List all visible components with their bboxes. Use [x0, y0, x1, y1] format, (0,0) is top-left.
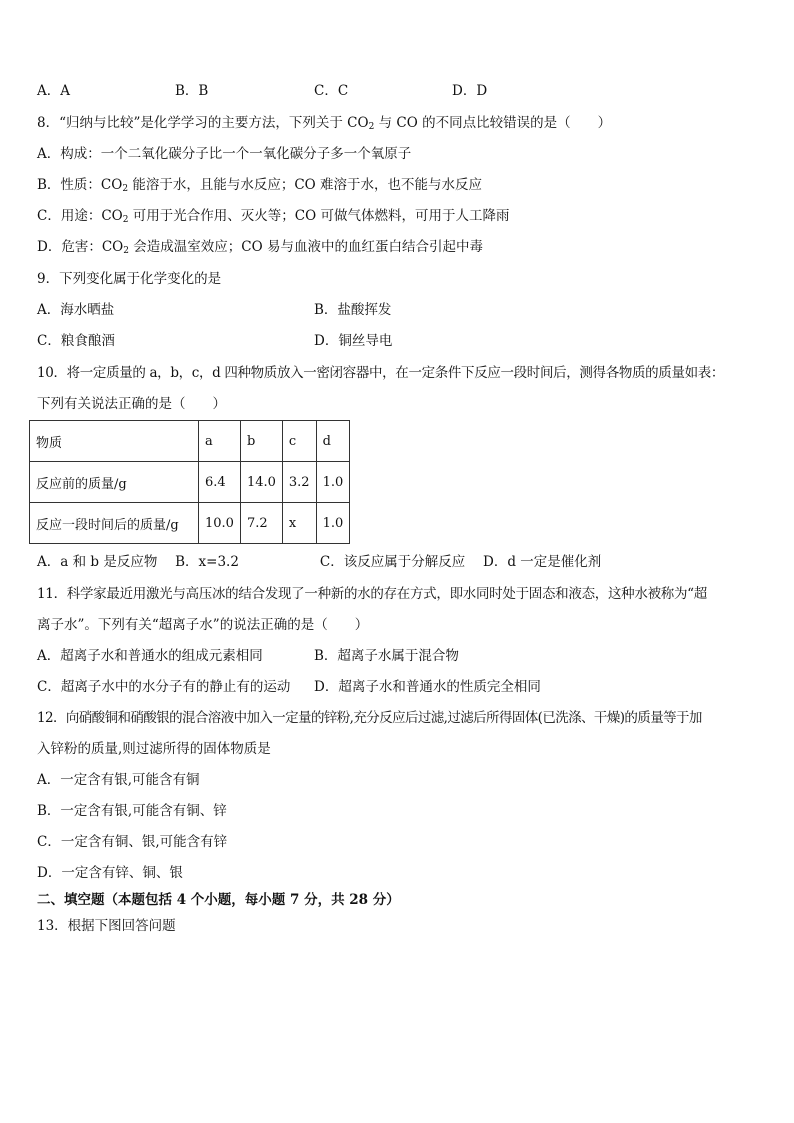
q9-option-a: A．海水晒盐 — [37, 302, 115, 318]
q8-option-c — [37, 207, 509, 229]
q10-mass-table — [29, 420, 350, 544]
q8-option-d-text: D．危害：CO — [37, 239, 124, 255]
section-heading-fill-in: 二、填空题（本题包括 4 个小题，每小题 7 分，共 28 分） — [37, 892, 400, 908]
table-cell: 10.0 — [199, 503, 241, 544]
table-cell: 1.0 — [316, 462, 350, 503]
q13-stem: 13．根据下图回答问题 — [37, 918, 176, 934]
table-row — [30, 462, 350, 503]
q8-stem-text-end: 与 CO 的不同点比较错误的是（ ） — [374, 115, 612, 131]
q10-stem-line1: 10．将一定质量的 a，b，c，d 四种物质放入一密闭容器中，在一定条件下反应一段时间后，测得各物质的质量如表： — [37, 365, 725, 381]
q11-option-b: B．超离子水属于混合物 — [314, 648, 459, 664]
q12-option-b: B．一定含有银,可能含有铜、锌 — [37, 803, 227, 819]
table-row — [30, 503, 350, 544]
table-header-row — [30, 421, 350, 462]
q8-option-d-subscript: 2 — [123, 246, 129, 256]
table-header-cell: b — [240, 421, 282, 462]
q7-option-d: D．D — [452, 83, 488, 99]
table-cell: 1.0 — [316, 503, 350, 544]
q7-option-b: B．B — [175, 83, 209, 99]
q8-option-a: A．构成：一个二氧化碳分子比一个一氧化碳分子多一个氧原子 — [37, 146, 412, 162]
q9-option-d: D．铜丝导电 — [314, 333, 393, 349]
q8-option-b — [37, 176, 482, 198]
q12-option-d: D．一定含有锌、铜、银 — [37, 865, 183, 881]
table-cell: 7.2 — [240, 503, 282, 544]
q11-option-d: D．超离子水和普通水的性质完全相同 — [314, 679, 541, 695]
q10-stem-line2: 下列有关说法正确的是（ ） — [37, 396, 226, 412]
q8-stem-text: 8．“归纳与比较”是化学学习的主要方法，下列关于 CO — [37, 115, 369, 131]
q8-option-b-subscript: 2 — [122, 184, 129, 194]
q11-option-c: C．超离子水中的水分子有的静止有的运动 — [37, 679, 291, 695]
q11-stem-line2: 离子水”。下列有关“超离子水”的说法正确的是（ ） — [37, 617, 369, 633]
q8-stem-subscript: 2 — [368, 122, 375, 132]
q11-option-a: A．超离子水和普通水的组成元素相同 — [37, 648, 263, 664]
table-header-cell: d — [316, 421, 350, 462]
q8-option-d-text-end: 会造成温室效应；CO 易与血液中的血红蛋白结合引起中毒 — [128, 239, 483, 255]
table-header-cell: 物质 — [30, 421, 199, 462]
table-cell: 6.4 — [199, 462, 241, 503]
q8-stem — [37, 114, 611, 136]
q9-stem: 9．下列变化属于化学变化的是 — [37, 271, 222, 287]
table-cell: 反应前的质量/g — [30, 462, 199, 503]
q9-option-b: B．盐酸挥发 — [314, 302, 392, 318]
table-cell: 反应一段时间后的质量/g — [30, 503, 199, 544]
q7-option-c: C．C — [314, 83, 349, 99]
q9-option-c: C．粮食酿酒 — [37, 333, 115, 349]
table-header-cell: c — [282, 421, 316, 462]
table-cell: x — [282, 503, 316, 544]
q12-option-a: A．一定含有银,可能含有铜 — [37, 772, 200, 788]
q11-stem-line1: 11．科学家最近用激光与高压冰的结合发现了一种新的水的存在方式，即水同时处于固态和液态，这种水被称为“超 — [37, 586, 707, 602]
table-cell: 3.2 — [282, 462, 316, 503]
q8-option-b-text-end: 能溶于水，且能与水反应；CO 难溶于水，也不能与水反应 — [128, 177, 483, 193]
q8-option-c-subscript: 2 — [122, 215, 129, 225]
table-header-cell: a — [199, 421, 241, 462]
q8-option-c-text: C．用途：CO — [37, 208, 123, 224]
q12-stem-line1: 12．向硝酸铜和硝酸银的混合溶液中加入一定量的锌粉,充分反应后过滤,过滤后所得固体(已洗涤、干燥)的质量等于加 — [37, 710, 702, 726]
q12-option-c: C．一定含有铜、银,可能含有锌 — [37, 834, 228, 850]
q12-stem-line2: 入锌粉的质量,则过滤所得的固体物质是 — [37, 741, 271, 757]
q10-options: A．a 和 b 是反应物 B．x=3.2 C．该反应属于分解反应 D．d 一定是催化剂 — [37, 554, 602, 570]
q8-option-d — [37, 238, 483, 260]
q8-option-c-text-end: 可用于光合作用、灭火等；CO 可做气体燃料，可用于人工降雨 — [128, 208, 510, 224]
q8-option-b-text: B．性质：CO — [37, 177, 123, 193]
table-cell: 14.0 — [240, 462, 282, 503]
q7-option-a: A．A — [37, 83, 70, 99]
